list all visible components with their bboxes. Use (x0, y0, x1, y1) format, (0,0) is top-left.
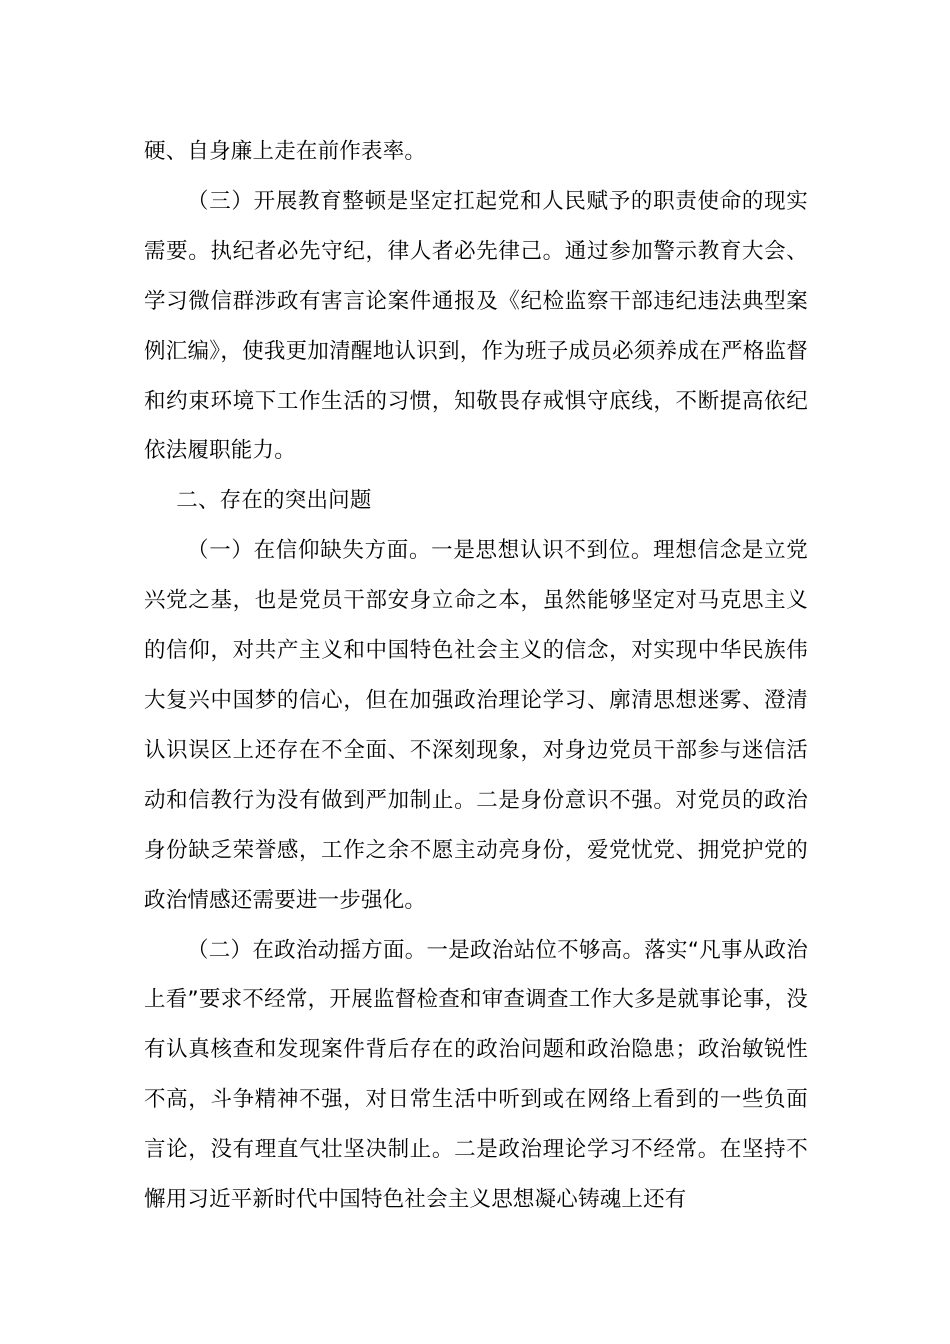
section-heading-problems: 二、存在的突出问题 (176, 488, 372, 514)
document-body (144, 127, 808, 1225)
paragraph-section-three: （三）开展教育整顿是坚定扛起党和人民赋予的职责使命的现实需要。执纪者必先守纪，律人者必先律己。通过参加警示教育大会、学习微信群涉政有害言论案件通报及《纪检监察干部违纪违法典型案例汇编》，使我更加清醒地认识到，作为班子成员必须养成在严格监督和约束环境下工作生活的习惯，知敬畏存戒惧守底线，不断提高依纪依法履职能力。 (144, 188, 808, 464)
paragraph-political-wavering: （二）在政治动摇方面。一是政治站位不够高。落实“凡事从政治上看”要求不经常，开展监督检查和审查调查工作大多是就事论事，没有认真核查和发现案件背后存在的政治问题和政治隐患；政治敏锐性不高，斗争精神不强，对日常生活中听到或在网络上看到的一些负面言论，没有理直气壮坚决制止。二是政治理论学习不经常。在坚持不懈用习近平新时代中国特色社会主义思想凝心铸魂上还有 (144, 937, 808, 1213)
paragraph-continuation: 硬、自身廉上走在前作表率。 (144, 139, 427, 164)
paragraph-belief-deficit: （一）在信仰缺失方面。一是思想认识不到位。理想信念是立党兴党之基，也是党员干部安身立命之本，虽然能够坚定对马克思主义的信仰，对共产主义和中国特色社会主义的信念，对实现中华民族伟大复兴中国梦的信心，但在加强政治理论学习、廓清思想迷雾、澄清认识误区上还存在不全面、不深刻现象，对身边党员干部参与迷信活动和信教行为没有做到严加制止。二是身份意识不强。对党员的政治身份缺乏荣誉感，工作之余不愿主动亮身份，爱党忧党、拥党护党的政治情感还需要进一步强化。 (144, 538, 808, 913)
